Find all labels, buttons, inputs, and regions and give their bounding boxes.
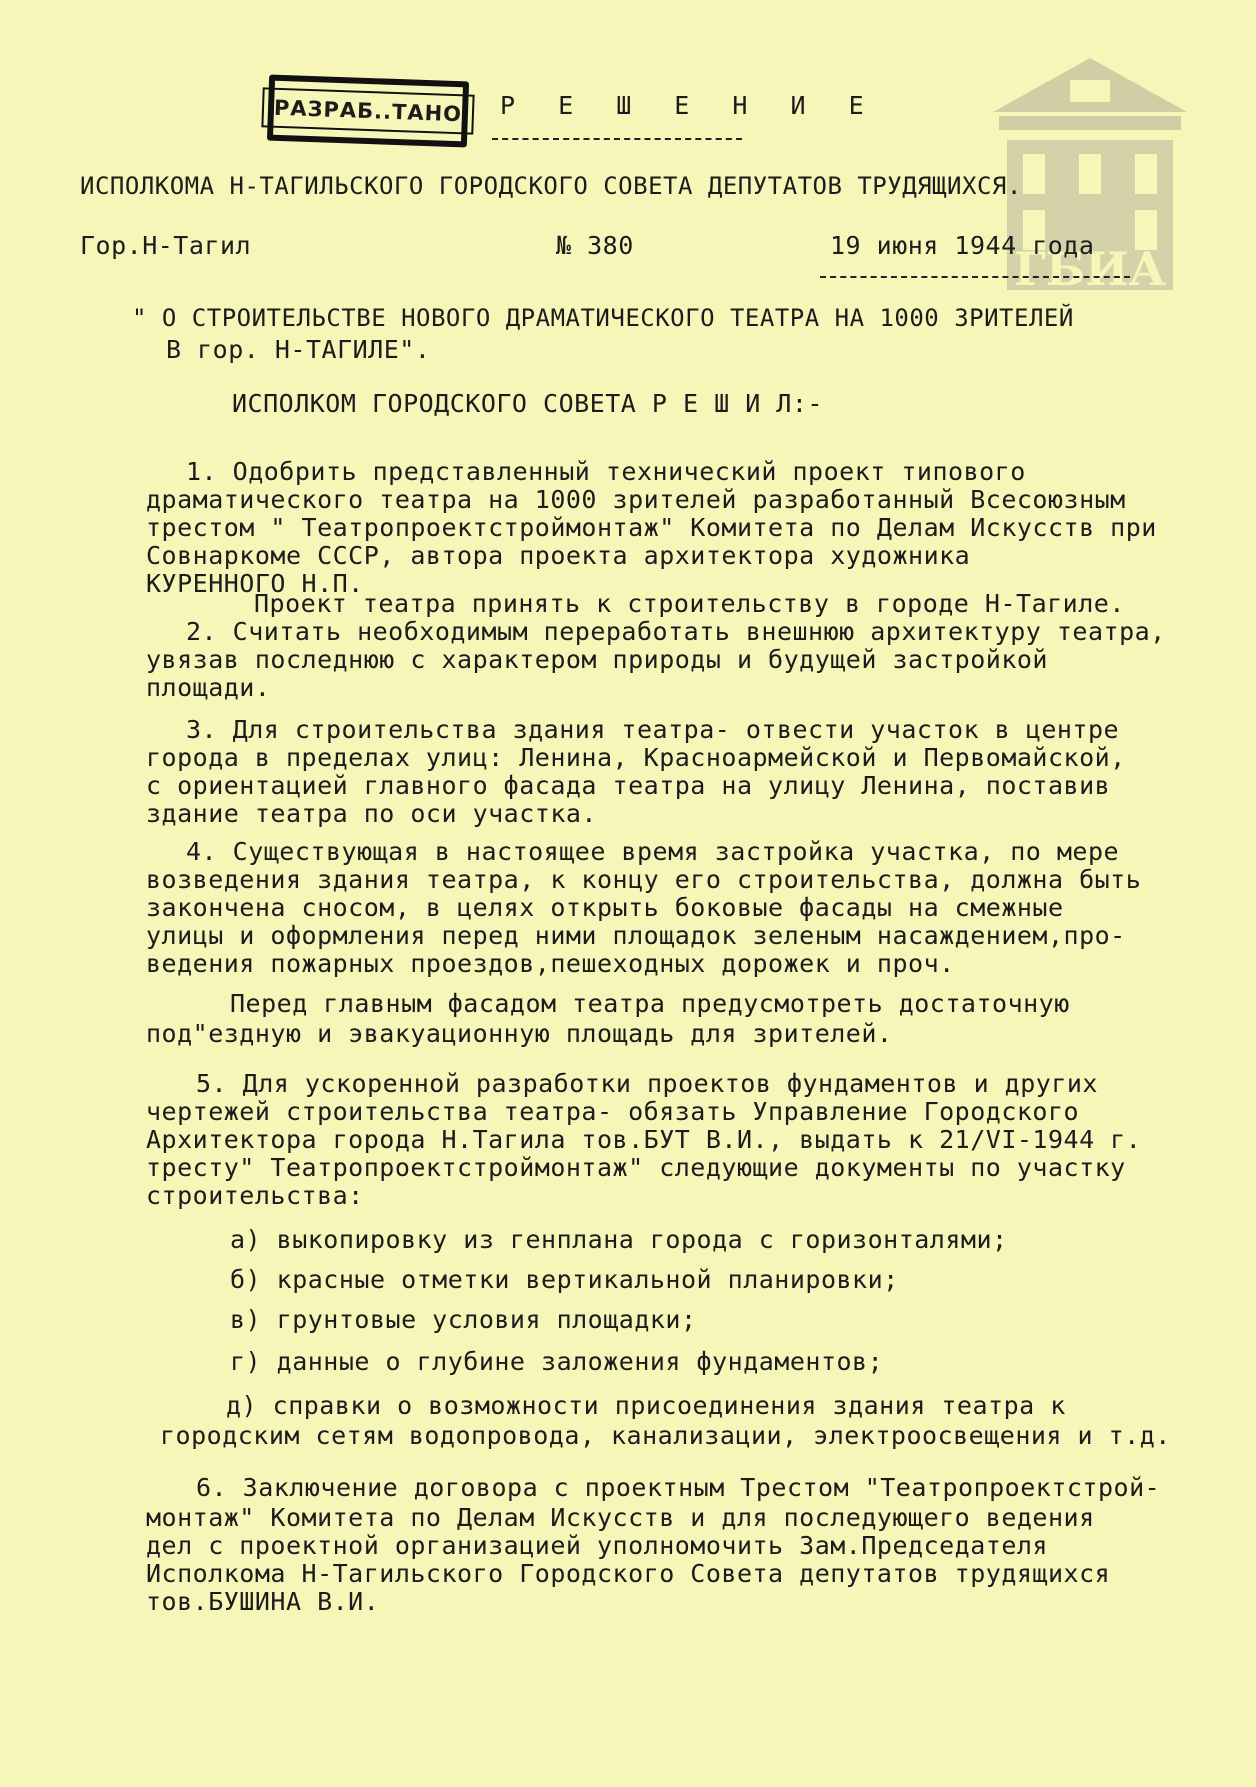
document-title: Р Е Ш Е Н И Е <box>500 91 878 120</box>
p5-line: Архитектора города Н.Тагила тов.БУТ В.И., выдать к 21/VI-1944 г. <box>146 1125 1142 1154</box>
subject-line-2: В гор. Н-ТАГИЛЕ". <box>166 335 431 364</box>
decision-intro: ИСПОЛКОМ ГОРОДСКОГО СОВЕТА Р Е Ш И Л:- <box>232 389 823 418</box>
p1-continuation: Проект театра принять к строительству в городе Н-Тагиле. <box>254 589 1125 618</box>
p5-line: 5. Для ускоренной разработки проектов фундаментов и других <box>196 1069 1098 1098</box>
p1-line: 1. Одобрить представленный технический проект типового <box>186 457 1026 486</box>
stamp-text: РАЗРАБ..ТАНО <box>261 87 474 134</box>
p1-line: драматического театра на 1000 зрителей разработанный Всесоюзным <box>146 485 1126 514</box>
p6-line: дел с проектной организацией уполномочить Зам.Председателя <box>146 1531 1048 1560</box>
p5-line: чертежей строительства театра- обязать Управление Городского <box>146 1097 1080 1126</box>
subject-line-1: " О СТРОИТЕЛЬСТВЕ НОВОГО ДРАМАТИЧЕСКОГО ТЕАТРА НА 1000 ЗРИТЕЛЕЙ <box>132 304 1074 332</box>
p5-list-item: г) данные о глубине заложения фундаментов; <box>230 1347 884 1376</box>
p5-list-item: в) грунтовые условия площадки; <box>230 1305 697 1334</box>
p4-extra-line: Перед главным фасадом театра предусмотреть достаточную <box>230 989 1070 1018</box>
p6-line: монтаж" Комитета по Делам Искусств и для последующего ведения <box>146 1503 1095 1532</box>
p1-line: КУРЕННОГО Н.П. <box>146 569 364 598</box>
p2-line: увязав последнюю с характером природы и будущей застройкой <box>146 645 1048 674</box>
p4-line: 4. Существующая в настоящее время застройка участка, по мере <box>186 837 1120 866</box>
p6-line: тов.БУШИНА В.И. <box>146 1587 380 1616</box>
p3-line: 3. Для строительства здания театра- отвести участок в центре <box>186 715 1120 744</box>
decision-date: 19 июня 1944 года <box>830 231 1095 260</box>
p5-line: строительства: <box>146 1181 364 1210</box>
p5-line: тресту" Театропроектстроймонтаж" следующие документы по участку <box>146 1153 1126 1182</box>
p4-line: ведения пожарных проездов,пешеходных дорожек и проч. <box>146 949 955 978</box>
p5-list-item: д) справки о возможности присоединения здания театра к <box>226 1391 1066 1420</box>
p3-line: здание театра по оси участка. <box>146 799 597 828</box>
p2-line: 2. Считать необходимым переработать внешнюю архитектуру театра, <box>186 617 1166 646</box>
date-underline <box>820 276 1130 278</box>
p3-line: с ориентацией главного фасада театра на улицу Ленина, поставив <box>146 771 1111 800</box>
decision-number: № 380 <box>556 231 634 260</box>
p5-list-item: б) красные отметки вертикальной планировки; <box>230 1265 899 1294</box>
title-underline <box>492 138 742 140</box>
p1-line: Совнаркоме СССР, автора проекта архитектора художника <box>146 541 971 570</box>
p2-line: площади. <box>146 673 271 702</box>
p3-line: города в пределах улиц: Ленина, Красноармейской и Первомайской, <box>146 743 1126 772</box>
p4-extra-line: под"ездную и эвакуационную площадь для зрителей. <box>146 1019 893 1048</box>
p5-list-item: городским сетям водопровода, канализации, электроосвещения и т.д. <box>160 1421 1171 1450</box>
p5-list-item: а) выкопировку из генплана города с горизонталями; <box>230 1225 1008 1254</box>
p6-line: Исполкома Н-Тагильского Городского Совета депутатов трудящихся <box>146 1559 1111 1588</box>
p6-line: 6. Заключение договора с проектным Трестом "Театропроектстрой- <box>196 1473 1161 1502</box>
watermark-text: ГБИА <box>1014 242 1166 296</box>
developed-stamp <box>267 75 469 148</box>
p4-line: закончена сносом, в целях открыть боковые фасады на смежные <box>146 893 1064 922</box>
p4-line: возведения здания театра, к концу его строительства, должна быть <box>146 865 1142 894</box>
p4-line: улицы и оформления перед ними площадок зеленым насаждением,про- <box>146 921 1126 950</box>
city: Гор.Н-Тагил <box>80 231 252 260</box>
issuing-organization: ИСПОЛКОМА Н-ТАГИЛЬСКОГО ГОРОДСКОГО СОВЕТА ДЕПУТАТОВ ТРУДЯЩИХСЯ. <box>80 172 1022 200</box>
p1-line: трестом " Театропроектстроймонтаж" Комитета по Делам Искусств при <box>146 513 1157 542</box>
